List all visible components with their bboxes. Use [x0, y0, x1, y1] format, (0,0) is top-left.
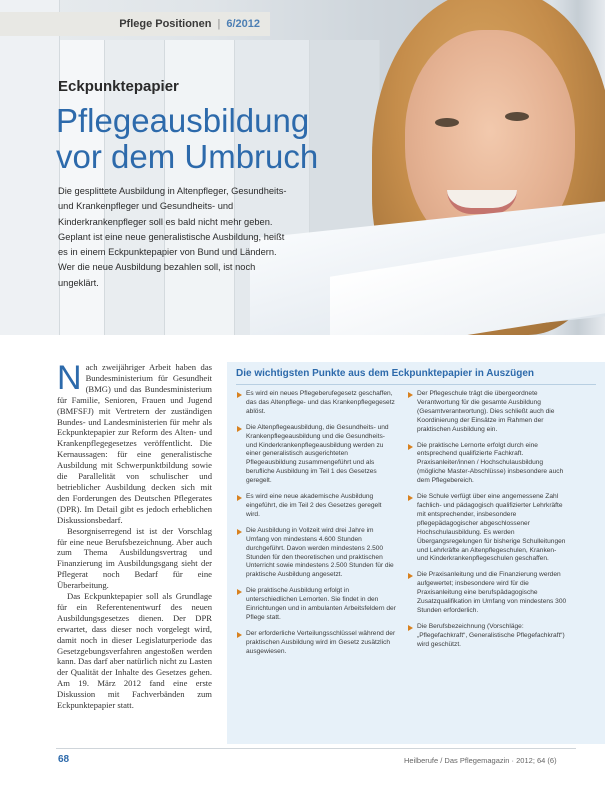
- info-box-right-column: [407, 390, 567, 657]
- info-box-left-column: [236, 390, 396, 664]
- list-item: Die Ausbildung in Vollzeit wird drei Jahre im Umfang von mindestens 4.600 Stunden durchgeführt. Davon werden mindestens 2.500 Stunden für den theoretischen und praktischen Unterricht sowie mindestens 2.500 Stunden für die praktische Ausbildung angesetzt.: [236, 527, 396, 580]
- body-paragraph-2: Besorgniserregend ist ist der Vorschlag für eine neue Berufsbezeichnung. Aber auch zum Thema Ausbildungsvertrag und Finanzierung im Ausbildungsgang sieht der Pflegerat noch Bedarf für eine Überarbeitung.: [57, 525, 212, 591]
- info-box: [227, 362, 605, 744]
- bookshelf-decoration: [0, 0, 60, 335]
- list-item: Die Altenpflegeausbildung, die Gesundheits- und Krankenpflegeausbildung und die Gesundheits- und Kinderkrankenpflegeausbildung werden zu einer generalistisch ausgerichteten Pflegeausbildung zusammengeführt und als berufliche Ausbildung im Teil 1 des Gesetzes geregelt.: [236, 424, 396, 486]
- body-paragraph-3: Das Eckpunktepapier soll als Grundlage für ein Referentenentwurf des neuen Ausbildungsgesetzes dienen. Der DPR erwartet, dass dieser noch vorgelegt wird, damit noch in dieser Legislaturperiode das Gesetzgebungsverfahren angestoßen werden kann. Das darf aber natürlich nicht zu Lasten der Qualität der Inhalte des Gesetzes gehen. Am 19. März 2012 fand eine erste Diskussion mit Fachverbänden zum Eckpunktepapier statt.: [57, 591, 212, 711]
- section-tab: [0, 12, 270, 36]
- article-body: [57, 359, 212, 711]
- body-paragraph-1: [57, 359, 212, 526]
- separator: |: [217, 18, 221, 30]
- list-item: Die Praxisanleitung und die Finanzierung werden aufgewertet; insbesondere wird für die Praxisanleitung eine berufspädagogische Zusatzqualifikation im Umfang von mindestens 300 Stunden erforderlich.: [407, 571, 567, 616]
- article-intro: Die gesplittete Ausbildung in Altenpfleger, Gesundheits- und Krankenpfleger und Gesundheits- und Kinderkrankenpfleger soll es bald nicht mehr geben. Geplant ist eine neue generalistische Ausbildung, heißt es in einem Eckpunktepapier von Bund und Ländern. Wer die neue Ausbildung bezahlen soll, ist noch ungeklärt.: [58, 186, 287, 288]
- section-label: Pflege Positionen: [119, 18, 212, 30]
- page-number: 68: [58, 754, 70, 765]
- list-item: Die praktische Ausbildung erfolgt in unterschiedlichen Lernorten. Sie findet in den Einrichtungen und in ambulanten Arbeitsfeldern der Pflege statt.: [236, 587, 396, 623]
- title-line-2: vor dem Umbruch: [56, 138, 319, 175]
- footer-rule: [56, 748, 576, 749]
- list-item: Die Schule verfügt über eine angemessene Zahl fachlich- und pädagogisch qualifizierter Lehrkräfte mit entsprechender, insbesondere pflegepädagogischer abgeschlossener Hochschulausbildung. Es werden Übergangsregelungen für bisherige Schulleitungen und Lehrkräfte an Altenpflegeschulen, Kranken- und Kinderkrankenpflegeschulen geschaffen.: [407, 493, 567, 564]
- eye-decoration: [505, 112, 529, 121]
- article-kicker: Eckpunktepapier: [58, 78, 179, 95]
- list-item: Es wird ein neues Pflegeberufegesetz geschaffen, das das Altenpflege- und das Krankenpflegegesetz ablöst.: [236, 390, 396, 417]
- paragraph-text: ach zweijähriger Arbeit haben das Bundesministerium für Gesundheit (BMG) und das Bundesministerium für Familie, Senioren, Frauen und Jugend (BMFSFJ) mit Vertretern der zuständigen Bundes- und Landesministerien für mehr als Eckpunktepapier zur Reform des Alten- und Krankenpflegegesetzes veröffentlicht. Die Kernaussagen: für eine generalistische Ausbildung mit Schwerpunktbildung sowie die Parallelität von schulischer und betrieblicher Ausbildung decken sich mit den Forderungen des Deutschen Pflegerates (DPR). Im Detail gibt es jedoch erheblichen Diskussionsbedarf.: [57, 362, 212, 525]
- list-item: Der erforderliche Verteilungsschlüssel während der praktischen Ausbildung wird im Gesetz zusätzlich ausgewiesen.: [236, 630, 396, 657]
- list-item: Der Pflegeschule trägt die übergeordnete Verantwortung für die gesamte Ausbildung (Gesamtverantwortung). Dies schließt auch die Koordinierung der Einsätze im Rahmen der praktischen Ausbildung ein.: [407, 390, 567, 435]
- dropcap: N: [57, 359, 82, 397]
- title-line-1: Pflegeausbildung: [56, 102, 310, 139]
- divider: [236, 384, 596, 385]
- issue-label: 6/2012: [226, 18, 260, 30]
- article-title: [56, 103, 376, 175]
- list-item: Die Berufsbezeichnung (Vorschläge: „Pflegefachkraft“, Generalistische Pflegefachkraft“) wird geschützt.: [407, 623, 567, 650]
- footer-source: Heilberufe / Das Pflegemagazin · 2012; 64 (6): [404, 756, 557, 765]
- eye-decoration: [435, 118, 459, 127]
- info-box-title: Die wichtigsten Punkte aus dem Eckpunktepapier in Auszügen: [236, 368, 535, 379]
- list-item: Die praktische Lernorte erfolgt durch eine entsprechend qualifizierte Fachkraft. Praxisanleiter/innen / Hochschulausbildung (mögliche Master-Abschlüsse) insbesondere auch dem Pflegebereich.: [407, 442, 567, 487]
- list-item: Es wird eine neue akademische Ausbildung eingeführt, die im Teil 2 des Gesetzes geregelt wird.: [236, 493, 396, 520]
